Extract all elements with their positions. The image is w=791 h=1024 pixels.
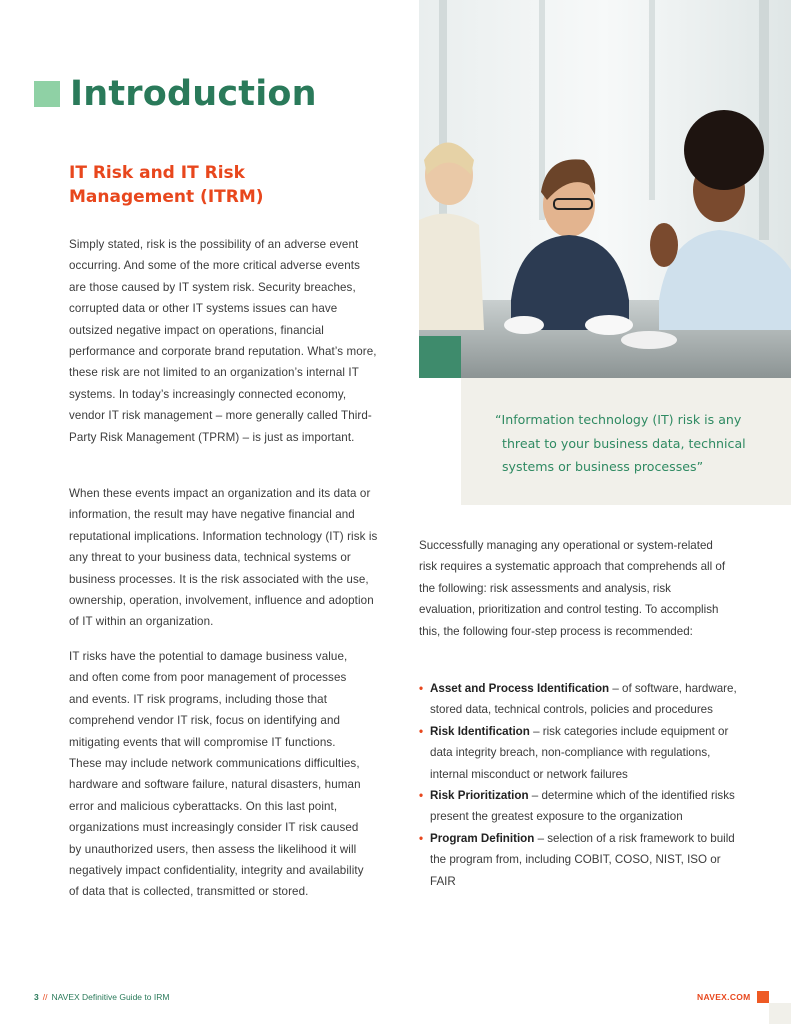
list-item bbox=[419, 721, 739, 785]
bullet-icon: • bbox=[419, 831, 424, 845]
list-item-text: – risk categories include equipment or data integrity breach, non-compliance with regulations, internal misconduct or network failures bbox=[430, 724, 729, 781]
section-title: IT Risk and IT Risk Management (ITRM) bbox=[69, 163, 264, 207]
list-item-text: – determine which of the identified risks present the greatest exposure to the organization bbox=[430, 789, 735, 824]
page-heading bbox=[34, 74, 317, 114]
list-item bbox=[419, 785, 739, 828]
list-item-term: Risk Prioritization bbox=[430, 789, 529, 803]
footer-doc-title: NAVEX Definitive Guide to IRM bbox=[51, 992, 170, 1002]
green-accent-block bbox=[419, 336, 461, 378]
bullet-icon: • bbox=[419, 682, 424, 695]
body-paragraph-4: Successfully managing any operational or system-related risk requires a systematic approach that comprehends all of the following: risk assessments and analysis, risk evaluation, prioritization and control testing. To accomplish this, the following four-step process is recommended: bbox=[419, 539, 726, 638]
list-item bbox=[419, 678, 739, 721]
bullet-icon: • bbox=[419, 789, 424, 803]
body-paragraph-1: Simply stated, risk is the possibility of an adverse event occurring. And some of the more critical adverse events are those caused by IT system risk. Security breaches, corrupted data or other IT systems issues can have outsized negative impact on operations, financial performance and corporate brand reputation. What’s more, these risk are not limited to an organization’s internal IT systems. In today’s increasingly connected economy, vendor IT risk management – more generally called Third-Party Risk Management (TPRM) – is just as important. bbox=[69, 238, 377, 444]
footer-site-link[interactable]: NAVEX.COM bbox=[697, 992, 751, 1002]
bullet-icon: • bbox=[419, 724, 424, 738]
page-number: 3 bbox=[34, 992, 39, 1002]
heading-square-icon bbox=[34, 81, 60, 107]
list-item bbox=[419, 828, 739, 892]
body-paragraph-3: IT risks have the potential to damage business value, and often come from poor management of processes and events. IT risk programs, including those that comprehend vendor IT risk, focus on identifying and mitigating events that will compromise IT functions. These may include network communications difficulties, hardware and software failure, natural disasters, human error and malicious cyberattacks. On this last point, organizations must increasingly consider IT risk caused by unauthorized users, then assess the likelihood it will negatively impact confidentiality, integrity and availability of data that is collected, transmitted or stored. bbox=[69, 650, 364, 899]
footer-corner-block bbox=[769, 1003, 791, 1024]
footer-orange-square-icon bbox=[757, 991, 769, 1003]
footer-left bbox=[34, 992, 169, 1002]
body-paragraph-2: When these events impact an organization and its data or information, the result may have negative financial and reputational implications. Information technology (IT) risk is any threat to your business data, technical systems or business processes. It is the risk associated with the use, ownership, operation, involvement, influence and adoption of IT within an organization. bbox=[69, 487, 378, 629]
pull-quote: “Information technology (IT) risk is any threat to your business data, technical systems or business processes” bbox=[495, 412, 746, 474]
meeting-photo bbox=[419, 0, 791, 378]
list-item-term: Program Definition bbox=[430, 831, 535, 845]
list-item-term: Risk Identification bbox=[430, 724, 530, 738]
list-item-term: Asset and Process Identification bbox=[430, 682, 610, 695]
list-item-text: – selection of a risk framework to build the program from, including COBIT, COSO, NIST, ISO or FAIR bbox=[430, 831, 735, 888]
list-item-text: – of software, hardware, stored data, technical controls, policies and procedures bbox=[430, 682, 737, 717]
steps-list bbox=[419, 678, 739, 892]
page-title: Introduction bbox=[70, 74, 317, 114]
footer-separator: // bbox=[42, 992, 48, 1002]
